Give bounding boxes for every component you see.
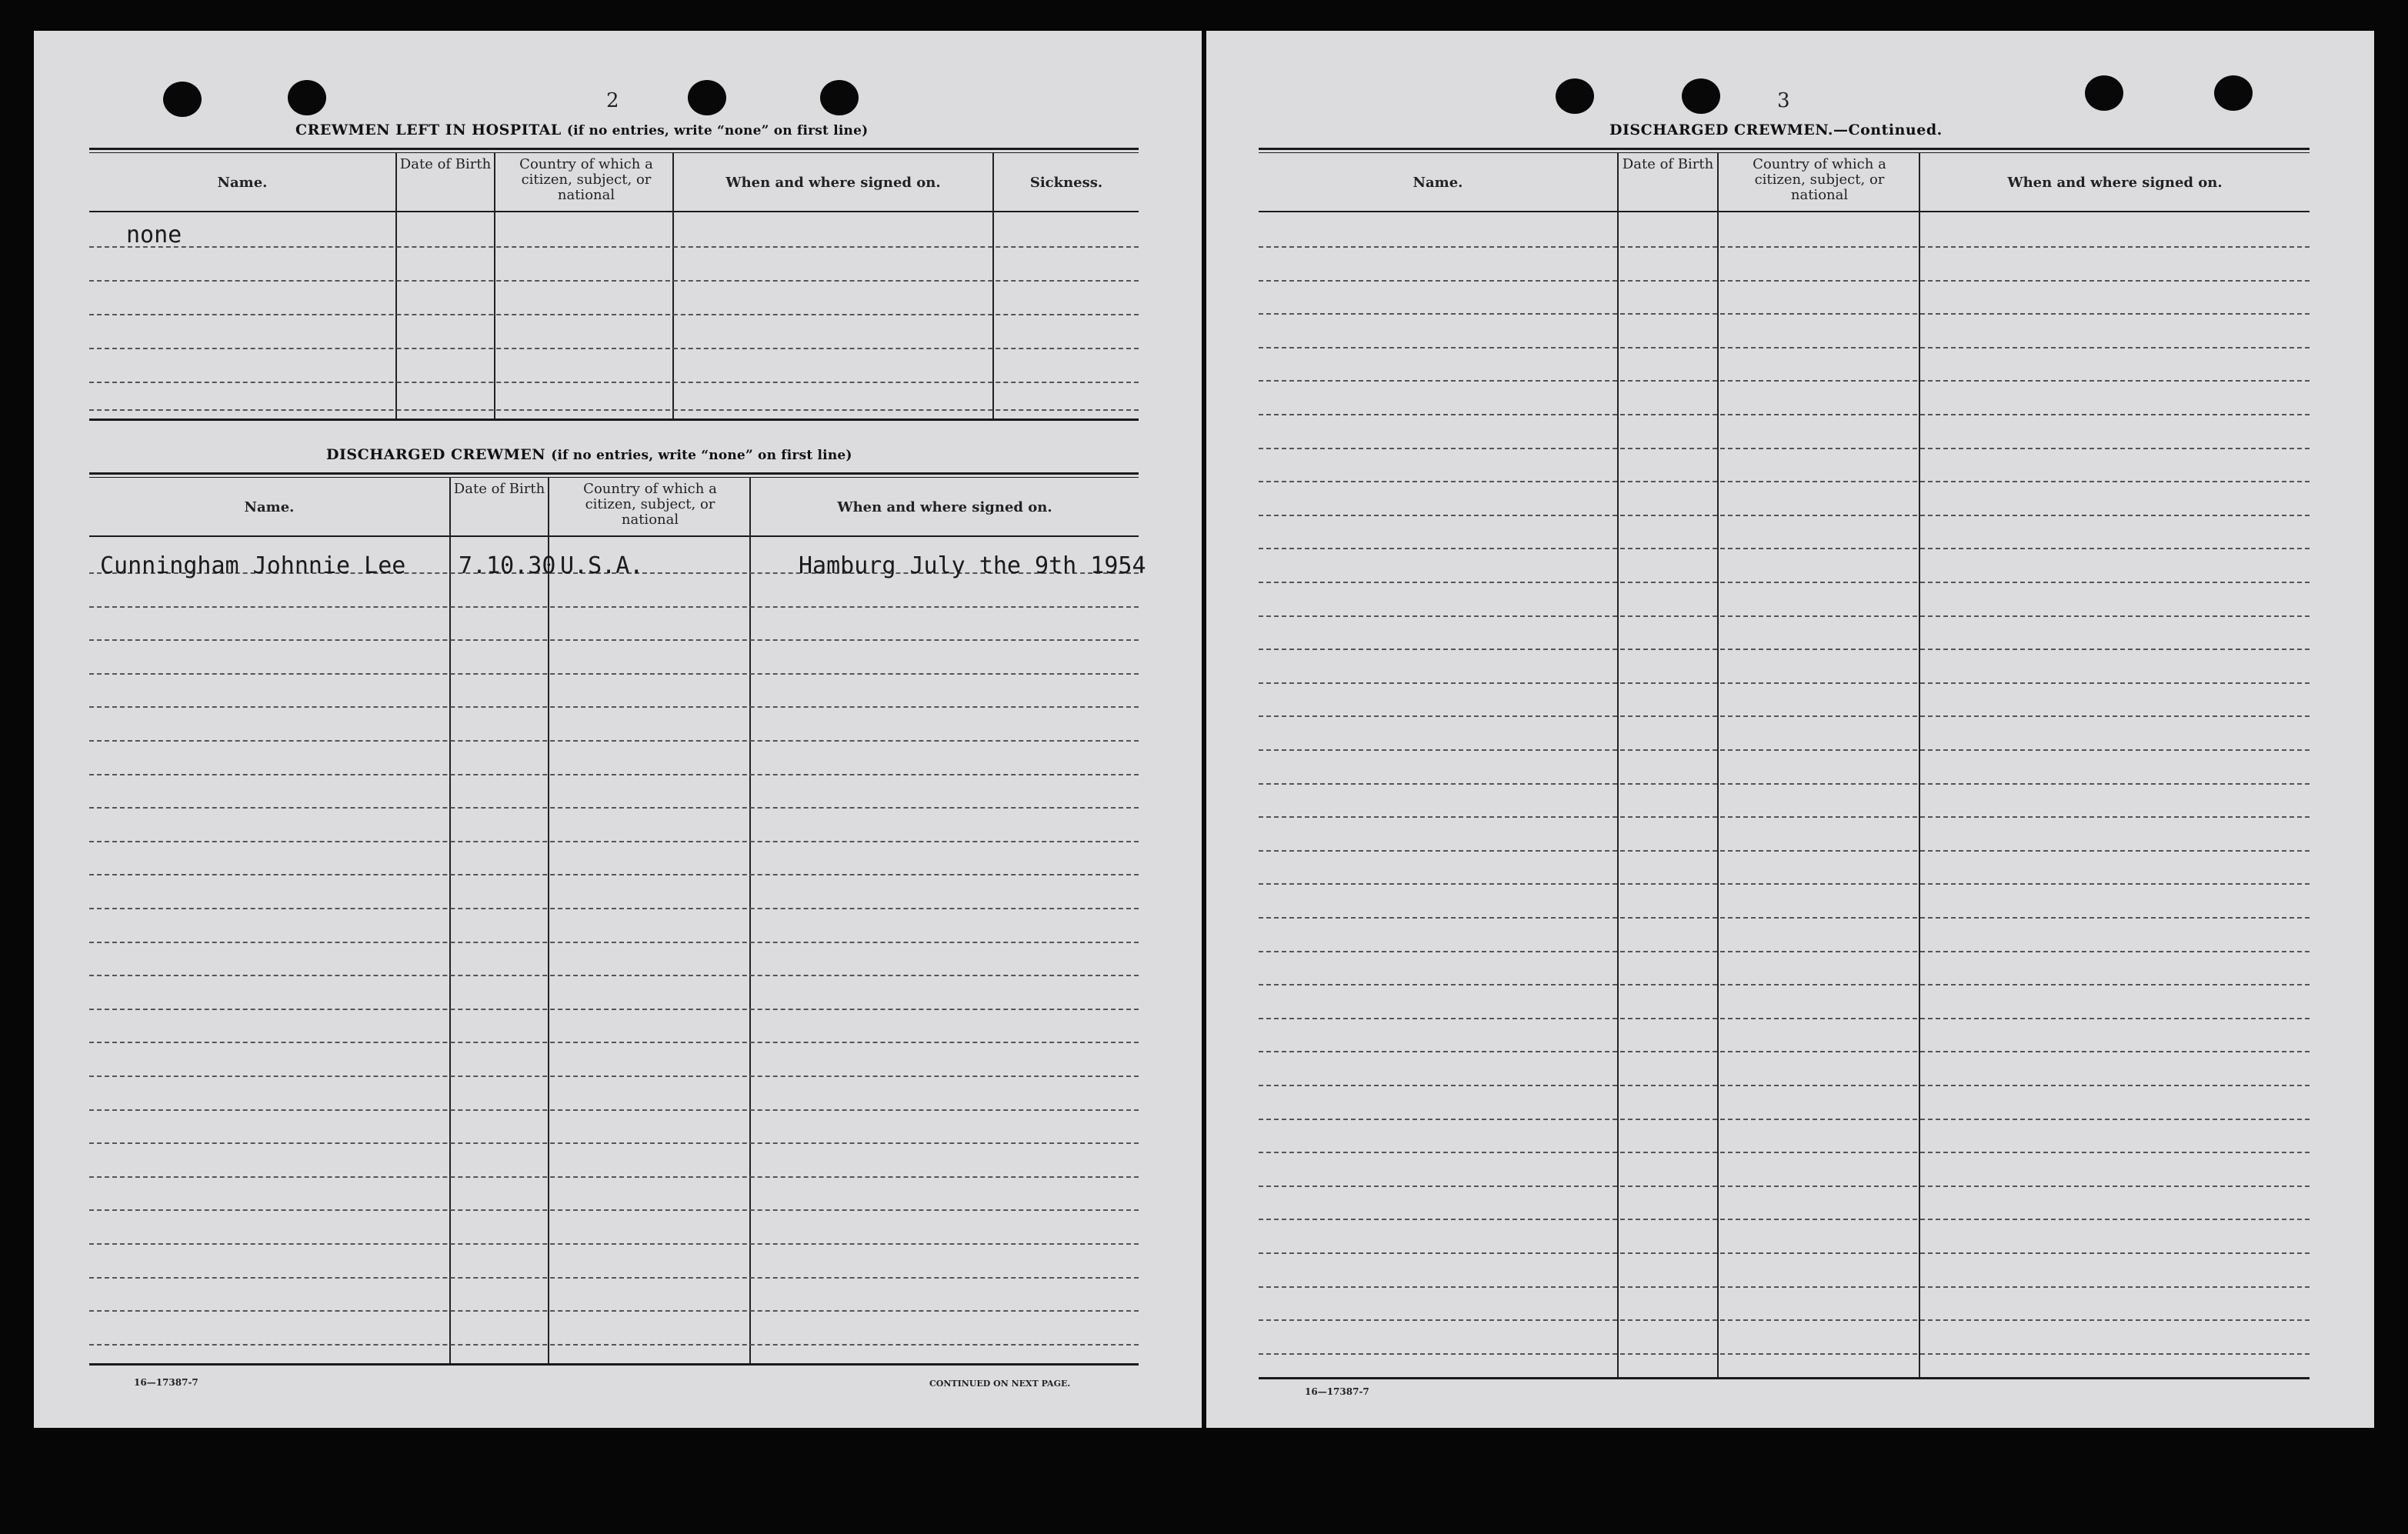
hospital-table <box>89 148 1139 422</box>
punch-hole <box>163 82 202 117</box>
ruled-line <box>89 1109 1139 1111</box>
ruled-line <box>1259 582 2310 583</box>
ruled-line <box>89 1142 1139 1144</box>
ruled-line <box>1259 515 2310 516</box>
ruled-line <box>1259 984 2310 985</box>
ruled-line <box>89 1344 1139 1346</box>
hospital-title-text: CREWMEN LEFT IN HOSPITAL <box>295 122 562 138</box>
punch-hole <box>1556 78 1594 114</box>
ruled-line <box>1259 280 2310 282</box>
ruled-line <box>89 1310 1139 1312</box>
ruled-line <box>1259 1051 2310 1052</box>
ruled-line <box>1259 1119 2310 1120</box>
page-number: 2 <box>606 89 619 112</box>
col-header-name: Name. <box>217 175 268 191</box>
ruled-line <box>1259 883 2310 885</box>
ruled-line <box>1259 1186 2310 1187</box>
discharged-section-title <box>326 446 852 463</box>
discharged-instruction: (if no entries, write “none” on first line) <box>551 448 852 463</box>
hospital-entry: none <box>126 222 182 248</box>
ruled-line <box>1259 414 2310 415</box>
ruled-line <box>1259 380 2310 382</box>
punch-hole <box>2085 75 2123 111</box>
ruled-line <box>1259 481 2310 482</box>
col-header-name: Name. <box>1412 175 1463 191</box>
right-page-title: DISCHARGED CREWMEN.—Continued. <box>1609 122 1943 138</box>
discharged-continued-table <box>1259 148 2310 1382</box>
ruled-line <box>1259 1152 2310 1153</box>
ruled-line <box>89 673 1139 675</box>
ruled-line <box>89 874 1139 875</box>
hospital-section-title <box>295 122 868 138</box>
discharged-title-text: DISCHARGED CREWMEN <box>326 446 546 463</box>
continued-note: CONTINUED ON NEXT PAGE. <box>929 1379 1071 1389</box>
ruled-line <box>89 841 1139 842</box>
page-number: 3 <box>1777 89 1790 112</box>
discharged-table <box>89 472 1146 1368</box>
col-header-sickness: Sickness. <box>1029 175 1103 191</box>
left-page <box>34 31 1202 1428</box>
entry-country: U.S.A. <box>560 552 644 579</box>
ruled-line <box>89 807 1139 809</box>
punch-hole <box>820 80 859 115</box>
ruled-line <box>1259 917 2310 919</box>
ruled-line <box>89 975 1139 976</box>
ruled-line <box>89 908 1139 909</box>
hospital-instruction: (if no entries, write “none” on first line) <box>566 123 869 138</box>
ruled-line <box>1259 615 2310 617</box>
ruled-line <box>1259 313 2310 315</box>
ruled-line <box>1259 816 2310 818</box>
ruled-line <box>89 1176 1139 1178</box>
punch-hole <box>1682 78 1720 114</box>
ruled-line <box>1259 246 2310 248</box>
ruled-line <box>1259 347 2310 348</box>
ruled-line <box>1259 1353 2310 1355</box>
ruled-line <box>1259 850 2310 852</box>
col-header-signed-on: When and where signed on. <box>725 175 941 191</box>
ruled-line <box>89 639 1139 641</box>
col-header-dob: Date of Birth <box>453 481 545 497</box>
entry-signed-on: Hamburg July the 9th 1954 <box>799 552 1146 579</box>
form-number: 16—17387-7 <box>1305 1386 1369 1397</box>
ruled-line <box>1259 749 2310 751</box>
col-header-dob: Date of Birth <box>1622 156 1714 172</box>
ruled-line <box>1259 448 2310 449</box>
ruled-line <box>1259 649 2310 650</box>
col-header-signed-on: When and where signed on. <box>837 499 1052 515</box>
ruled-line <box>1259 1018 2310 1019</box>
form-number: 16—17387-7 <box>134 1377 198 1388</box>
ruled-line <box>1259 715 2310 717</box>
right-page <box>1206 31 2374 1428</box>
col-header-dob: Date of Birth <box>399 156 492 172</box>
ruled-line <box>89 1209 1139 1211</box>
col-header-name: Name. <box>244 499 295 515</box>
ruled-line <box>1259 1085 2310 1086</box>
ruled-line <box>89 774 1139 775</box>
col-header-country: Country of which a citizen, subject, or national <box>583 481 717 528</box>
ruled-line <box>1259 1319 2310 1321</box>
punch-hole <box>2214 75 2253 111</box>
ruled-line <box>89 1075 1139 1077</box>
ruled-line <box>1259 1286 2310 1288</box>
ruled-line <box>1259 1252 2310 1254</box>
ruled-line <box>89 1277 1139 1279</box>
ruled-line <box>1259 783 2310 785</box>
ruled-line <box>89 1042 1139 1043</box>
punch-hole <box>288 80 326 115</box>
ruled-line <box>1259 951 2310 952</box>
ruled-line <box>1259 682 2310 684</box>
col-header-country: Country of which a citizen, subject, or national <box>1753 156 1886 203</box>
ruled-line <box>89 706 1139 708</box>
ruled-line <box>1259 548 2310 549</box>
ruled-line <box>1259 1219 2310 1220</box>
punch-hole <box>688 80 726 115</box>
ruled-line <box>89 1243 1139 1245</box>
col-header-country: Country of which a citizen, subject, or national <box>519 156 653 203</box>
ruled-line <box>89 942 1139 943</box>
ruled-line <box>89 606 1139 608</box>
entry-date-of-birth: 7.10.30 <box>459 552 556 579</box>
entry-name: Cunningham Johnnie Lee <box>100 552 406 579</box>
ruled-line <box>89 740 1139 742</box>
ruled-line <box>89 1009 1139 1010</box>
col-header-signed-on: When and where signed on. <box>2007 175 2223 191</box>
